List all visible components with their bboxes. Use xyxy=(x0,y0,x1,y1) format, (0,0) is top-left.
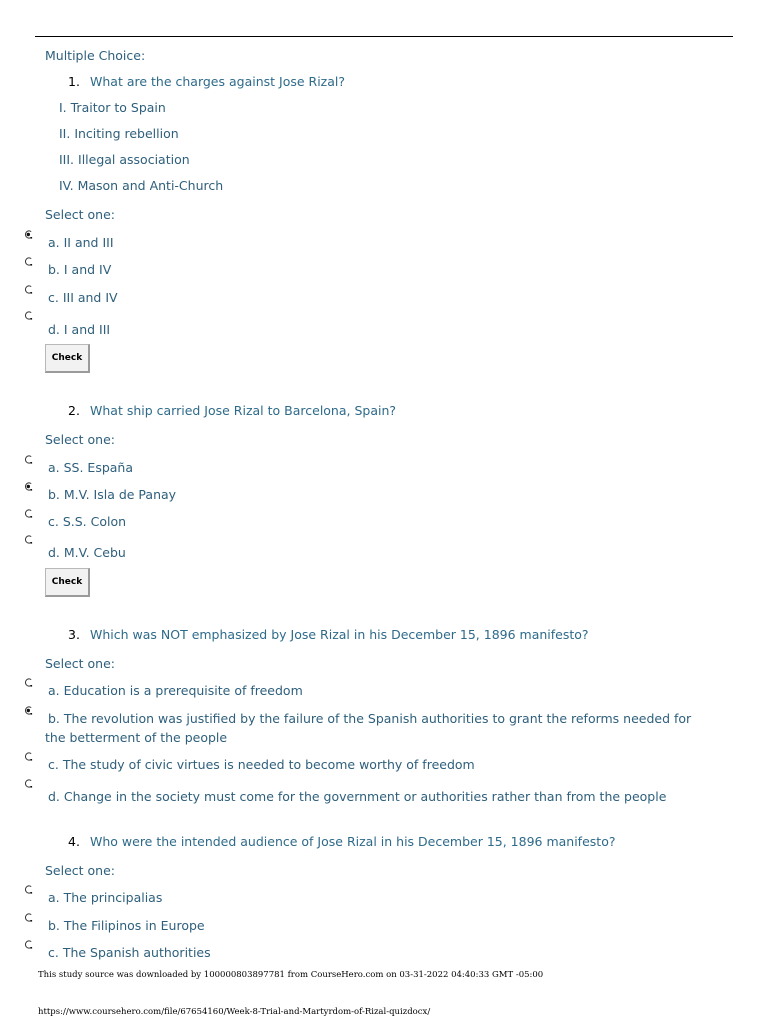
option-label: a. SS. España xyxy=(48,460,134,475)
option-label: a. II and III xyxy=(48,235,114,250)
question-2-title xyxy=(68,403,396,419)
question-number: 3. xyxy=(68,627,80,642)
radio-q4-c[interactable] xyxy=(24,940,33,949)
option-label: b. I and IV xyxy=(48,262,112,277)
statement-item: I. Traitor to Spain xyxy=(59,100,166,115)
select-one-label: Select one: xyxy=(45,656,116,671)
select-one-label: Select one: xyxy=(45,207,116,222)
question-text: What are the charges against Jose Rizal? xyxy=(90,74,346,89)
option-label: d. I and III xyxy=(48,322,111,337)
radio-q2-a[interactable] xyxy=(24,455,33,464)
option-label: d. M.V. Cebu xyxy=(48,545,126,560)
radio-q1-d[interactable] xyxy=(24,311,33,320)
question-number: 1. xyxy=(68,74,80,89)
radio-q1-c[interactable] xyxy=(24,285,33,294)
statement-item: III. Illegal association xyxy=(59,152,190,167)
question-text: What ship carried Jose Rizal to Barcelona, Spain? xyxy=(90,403,397,418)
question-number: 4. xyxy=(68,834,80,849)
section-label: Multiple Choice: xyxy=(45,48,146,63)
footer-source-line: This study source was downloaded by 100000803897781 from CourseHero.com on 03-31-2022 04:40:33 GMT -05:00 xyxy=(38,970,544,980)
radio-q2-b[interactable] xyxy=(24,482,33,491)
top-divider xyxy=(35,36,733,37)
option-label: c. The Spanish authorities xyxy=(48,945,211,960)
option-label: c. S.S. Colon xyxy=(48,514,127,529)
select-one-label: Select one: xyxy=(45,432,116,447)
radio-q1-b[interactable] xyxy=(24,257,33,266)
option-label: b. M.V. Isla de Panay xyxy=(48,487,177,502)
option-label: b. The Filipinos in Europe xyxy=(48,918,205,933)
check-button-q1[interactable]: Check xyxy=(45,344,90,373)
question-number: 2. xyxy=(68,403,80,418)
question-text: Which was NOT emphasized by Jose Rizal in his December 15, 1896 manifesto? xyxy=(90,627,589,642)
radio-q4-b[interactable] xyxy=(24,913,33,922)
question-1-title xyxy=(68,74,345,90)
radio-q1-a[interactable] xyxy=(24,230,33,239)
option-label: b. The revolution was justified by the failure of the Spanish authorities to grant the reforms needed for the betterment of the people xyxy=(45,711,692,745)
question-3-title xyxy=(68,627,589,643)
radio-q3-a[interactable] xyxy=(24,678,33,687)
option-label: d. Change in the society must come for the government or authorities rather than from the people xyxy=(48,789,667,804)
question-text: Who were the intended audience of Jose Rizal in his December 15, 1896 manifesto? xyxy=(90,834,616,849)
radio-q2-c[interactable] xyxy=(24,509,33,518)
option-label: a. Education is a prerequisite of freedom xyxy=(48,683,303,698)
option-label: a. The principalias xyxy=(48,890,163,905)
statement-item: IV. Mason and Anti-Church xyxy=(59,178,224,193)
option-label: c. The study of civic virtues is needed to become worthy of freedom xyxy=(48,757,475,772)
question-4-title xyxy=(68,834,615,850)
radio-q4-a[interactable] xyxy=(24,885,33,894)
radio-q3-d[interactable] xyxy=(24,779,33,788)
radio-q2-d[interactable] xyxy=(24,535,33,544)
radio-q3-c[interactable] xyxy=(24,752,33,761)
footer-url: https://www.coursehero.com/file/67654160/Week-8-Trial-and-Martyrdom-of-Rizal-quizdocx/ xyxy=(38,1007,431,1017)
statement-item: II. Inciting rebellion xyxy=(59,126,179,141)
select-one-label: Select one: xyxy=(45,863,116,878)
option-label: c. III and IV xyxy=(48,290,118,305)
radio-q3-b[interactable] xyxy=(24,706,33,715)
check-button-q2[interactable]: Check xyxy=(45,568,90,597)
